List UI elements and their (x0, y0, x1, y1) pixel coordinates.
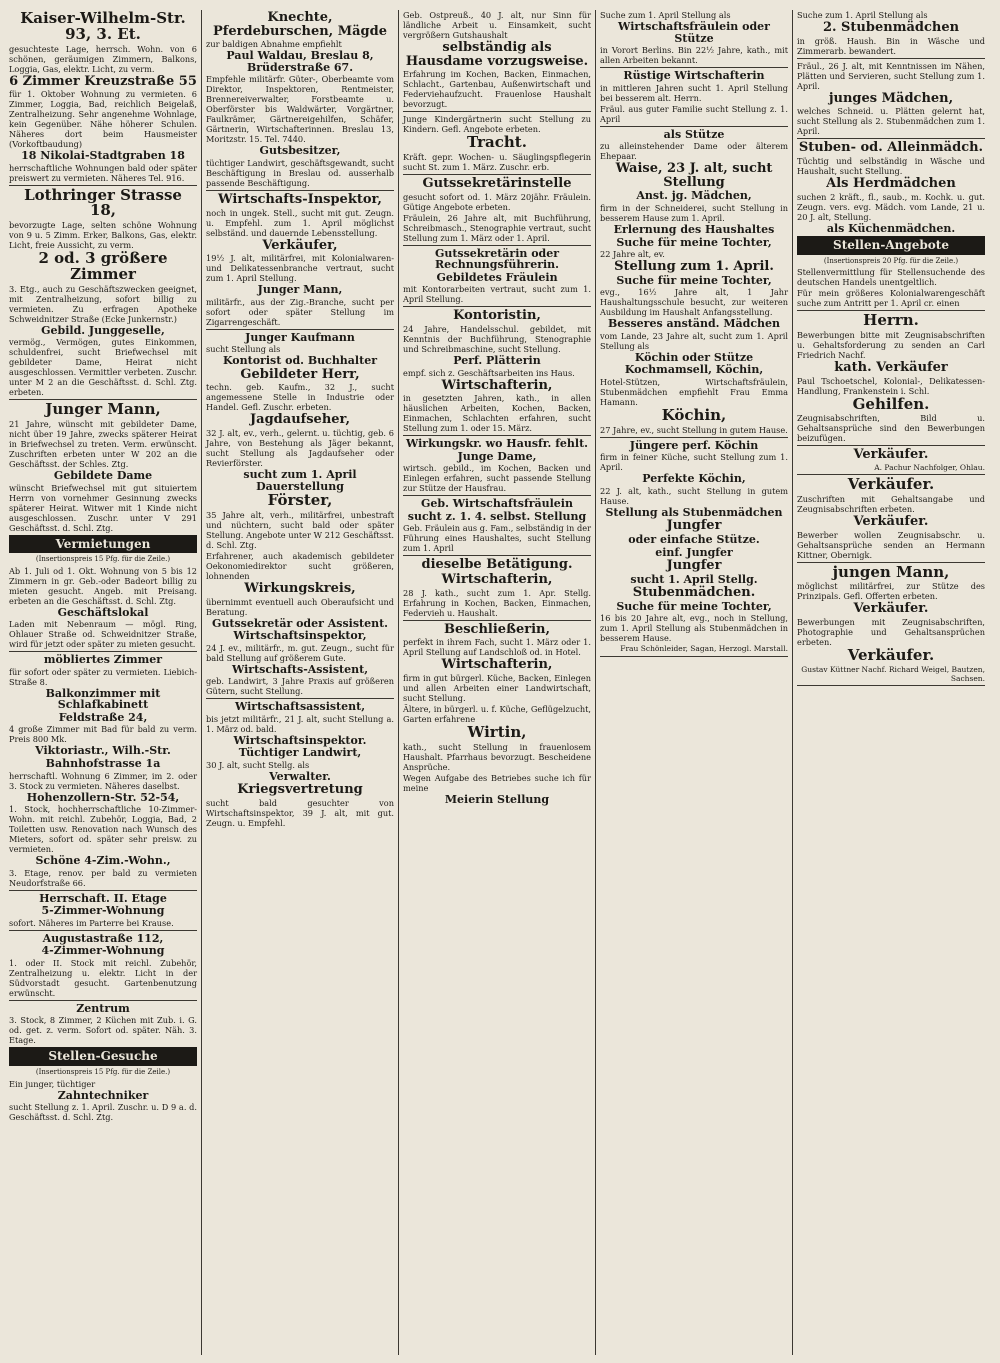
ad-text: Bewerbungen bitte mit Zeugnisabschriften u. Gehaltsforderung zu senden an Carl Friedrich Nachf. (797, 330, 985, 361)
ad-separator (9, 890, 197, 891)
ad-text: Wegen Aufgabe des Betriebes suche ich für meine (403, 772, 591, 793)
ad-text: herrschaftl. Wohnung 6 Zimmer, im 2. oder 3. Stock zu vermieten. Näheres daselbst. (9, 770, 197, 791)
ad-text: mit Kontorarbeiten vertraut, sucht zum 1. April Stellung. (403, 284, 591, 305)
ad-heading: Besseres anständ. Mädchen (607, 317, 781, 331)
ad-heading: Verkäufer. (847, 645, 935, 664)
ad-separator (403, 174, 591, 175)
ad-heading: junges Mädchen, (828, 90, 954, 106)
ad-text: 4 große Zimmer mit Bad für bald zu verm. Preis 800 Mk. (9, 724, 197, 745)
ad-heading: Wirtschaftsassistent, (234, 700, 366, 714)
ad-text: 3. Stock, 8 Zimmer, 2 Küchen mit Zub. i. G. od. get. z. verm. Sofort od. später. Näh. 3. Etage. (9, 1015, 197, 1046)
ad-heading: Wirkungskr. wo Hausfr. fehlt. (405, 437, 589, 451)
ad-heading: Perfekte Köchin, (642, 472, 746, 486)
ad-heading: Verkäufer. (853, 601, 929, 617)
ad-heading: Zentrum (76, 1001, 130, 1015)
ad-text: evg., 16½ Jahre alt, 1 Jahr Haushaltungsschule besucht, zur weiteren Ausbildung im Haushalt Anfangsstellung. (600, 287, 788, 318)
ad-separator (403, 620, 591, 621)
ad-heading: Jagdaufseher, (250, 412, 350, 428)
price-note: (Insertionspreis 20 Pfg. für die Zeile.) (823, 256, 959, 265)
ad-text: sofort. Näheres im Parterre bei Krause. (9, 917, 174, 928)
ad-heading: oder einfache Stütze. (628, 532, 760, 546)
ad-signature: Frau Schönleider, Sagan, Herzogl. Marstall. (620, 644, 788, 654)
ad-heading: Wirtschafts-Inspektor, (218, 191, 382, 207)
ad-heading: Als Herdmädchen (826, 175, 956, 191)
ad-heading: Gebildeter Herr, (240, 366, 360, 382)
ad-heading: Kochmamsell, Köchin, (624, 363, 764, 377)
ad-heading: Gutsbesitzer, (259, 144, 341, 158)
ad-separator (797, 445, 985, 446)
ad-heading: Suche für meine Tochter, (616, 273, 772, 287)
column-divider (201, 10, 202, 1355)
ad-heading: Stellung als Stubenmädchen (605, 505, 783, 519)
ad-text: Fräul. aus guter Familie sucht Stellung z. 1. April (600, 103, 788, 124)
ad-heading: möbliertes Zimmer (43, 653, 163, 667)
column-3 (400, 10, 594, 1355)
column-5 (794, 10, 988, 1355)
ad-heading: Balkonzimmer mit Schlafkabinett (45, 686, 161, 712)
ad-text: Erfahrener, auch akademisch gebildeter Oekonomiedirektor sucht größeren, lohnenden (206, 550, 394, 581)
ad-text: Zuschriften mit Gehaltsangabe und Zeugnisabschriften erbeten. (797, 493, 985, 514)
ad-text: Kräft. gepr. Wochen- u. Säuglingspflegerin sucht St. zum 1. März. Zuschr. erb. (403, 152, 591, 173)
ad-text: 28 J. kath., sucht zum 1. Apr. Stellg. Erfahrung in Kochen, Backen, Einmachen, Federvieh u. Haushalt. (403, 587, 591, 618)
ad-heading: Augustastraße 112, (42, 931, 164, 945)
section-heading: Stellen-Gesuche (9, 1047, 197, 1066)
ad-heading: Waise, 23 J. alt, sucht Stellung (615, 161, 773, 190)
ad-text: zu alleinstehender Dame oder älterem Ehepaar. (600, 141, 788, 162)
ad-text: 3. Etg., auch zu Geschäftszwecken geeignet, mit Zentralheizung, sofort billig zu vermieten. Zu erfragen Apotheke Schweidnitzer Straße (Ecke Junkernstr.) (9, 283, 197, 324)
ad-heading: Suche für meine Tochter, (616, 235, 772, 249)
ad-heading: Förster, (267, 491, 333, 510)
ad-heading: Jüngere perf. Köchin (629, 438, 759, 452)
ad-heading: 5-Zimmer-Wohnung (41, 904, 165, 918)
ad-heading: Wirtschafts-Assistent, (231, 662, 369, 676)
ad-text: firm in der Schneiderei, sucht Stellung in besserem Hause zum 1. April. (600, 203, 788, 224)
ad-heading: Wirtschaftsfräulein oder Stütze (618, 20, 770, 45)
ad-heading: Hohenzollern-Str. 52-54, (26, 790, 180, 804)
ad-text: 32 J. alt, ev., verh., gelernt. u. tüchtig, geb. 6 Jahre, von Bestehung als Jäger bekannt, sucht Stellung als Jagdaufseher oder Revierförster. (206, 428, 394, 469)
ad-heading: Zahntechniker (57, 1088, 149, 1102)
ad-heading: Kontoristin, (453, 308, 541, 324)
ad-text: 16 bis 20 Jahre alt, evg., noch in Stellung, zum 1. April Stellung als Stubenmädchen in besserem Hause. (600, 613, 788, 644)
ad-text: Bewerbungen mit Zeugnisabschriften, Photographie und Gehaltsansprüchen erbeten. (797, 616, 985, 647)
column-divider (595, 10, 596, 1355)
ad-heading: Wirtschafterin, (441, 377, 553, 393)
ad-heading: Köchin, (661, 405, 727, 424)
ad-text: Ab 1. Juli od 1. Okt. Wohnung von 5 bis 12 Zimmern in gr. Geb.-oder Badeort billig zu mieten gesucht. Angeb. mit Preisang. erbeten an die Geschäftsst. d. Schl. Ztg. (9, 565, 197, 606)
ad-separator (600, 126, 788, 127)
ad-separator (797, 58, 985, 59)
ad-text: gesucht sofort od. 1. März 20jähr. Fräulein. Gütige Angebote erbeten. (403, 191, 591, 212)
ad-heading: Herrschaft. II. Etage (39, 891, 167, 905)
ad-heading: sucht z. 1. 4. selbst. Stellung (407, 509, 587, 523)
ad-text: firm in gut bürgerl. Küche, Backen, Einlegen und allen Arbeiten einer Landwirtschaft, sucht Stellung. (403, 672, 591, 703)
ad-signature: Gustav Küttner Nachf. Richard Weigel, Bautzen, Sachsen. (801, 664, 985, 683)
ad-heading: Kaiser-Wilhelm-Str. 93, 3. Et. (20, 10, 186, 43)
column-1 (6, 10, 200, 1355)
ad-text: Für mein größeres Kolonialwarengeschäft suche zum Antritt per 1. April cr. einen (797, 288, 985, 309)
ad-heading: Erlernung des Haushaltes (613, 223, 775, 237)
ad-text: 19½ J. alt, militärfrei, mit Kolonialwaren- und Delikatessenbranche vertraut, sucht zum 1. April Stellung. (206, 253, 394, 284)
ad-heading: Knechte, Pferdeburschen, Mägde (213, 10, 387, 39)
ad-heading: selbständig als Hausdame vorzugsweise. (405, 40, 589, 69)
ad-heading: Beschließerin, (443, 621, 550, 637)
ad-text: Hotel-Stützen, Wirtschaftsfräulein, Stubenmädchen empfiehlt Frau Emma Hamann. (600, 376, 788, 407)
ad-separator (797, 685, 985, 686)
ad-text: Ein junger, tüchtiger (9, 1078, 96, 1089)
ad-text: Erfahrung im Kochen, Backen, Einmachen, Schlacht., Gartenbau, Außenwirtschaft und Federviehaufzucht. Frauenlose Haushalt bevorzugt. (403, 69, 591, 110)
ad-text: Empfehle militärfr. Güter-, Oberbeamte vom Direktor, Inspektoren, Rentmeister, Brennereiverwalter, Forstbeamte u. Oberförster bis Waldwärter, Vorgärtner, Faulkrämer, Gärtnereigehilfen, Schäfer, Gärtnerin, Wirtschafterinnen. Breslau 13, Moritzstr. 15. Tel. 7440. (206, 74, 394, 145)
ad-text: in größ. Haush. Bin in Wäsche und Zimmerarb. bewandert. (797, 35, 985, 56)
ad-separator (797, 138, 985, 139)
ad-separator (600, 656, 788, 657)
ad-heading: Verkäufer. (853, 513, 929, 529)
ad-text: perfekt in ihrem Fach, sucht 1. März oder 1. April Stellung auf Landschloß od. in Hotel. (403, 637, 591, 658)
ad-text: Ältere, in bürgerl. u. f. Küche, Geflügelzucht, Garten erfahrene (403, 703, 591, 724)
ad-heading: Jungfer (666, 518, 722, 534)
ad-heading: 18 Nikolai-Stadtgraben 18 (21, 149, 185, 163)
ad-text: bevorzugte Lage, selten schöne Wohnung von 9 u. 5 Zimm. Erker, Balkons, Gas, elektr. Licht, freie Aussicht, zu verm. (9, 220, 197, 251)
ad-text: möglichst militärfrei, zur Stütze des Prinzipals. Gefl. Offerten erbeten. (797, 581, 985, 602)
ad-separator (206, 329, 394, 330)
ad-heading: Verkäufer, (262, 237, 338, 253)
ad-text: 22 Jahre alt, ev. (600, 249, 665, 260)
ad-heading: Suche für meine Tochter, (616, 599, 772, 613)
ad-heading: Paul Waldau, Breslau 8, Brüderstraße 67. (226, 49, 374, 74)
ad-heading: Gebild. Junggeselle, (41, 323, 165, 337)
ad-text: 1. oder II. Stock mit reichl. Zubehör, Zentralheizung u. elektr. Licht in der Südvorstadt gesucht. Gartenbenutzung erwünscht. (9, 957, 197, 998)
ad-heading: als Stütze (663, 127, 725, 141)
ad-heading: sucht zum 1. April Dauerstellung (243, 468, 357, 493)
ad-text: Geb. Fräulein aus g. Fam., selbständig in der Führung eines Haushaltes, sucht Stellung zum 1. April (403, 523, 591, 554)
ad-separator (9, 930, 197, 931)
ad-text: in mittleren Jahren sucht 1. April Stellung bei besserem alt. Herrn. (600, 82, 788, 103)
ad-separator (403, 245, 591, 246)
ad-text: herrschaftliche Wohnungen bald oder später preiswert zu vermieten. Näheres Tel. 916. (9, 162, 197, 183)
ad-text: Paul Tschoetschel, Kolonial-, Delikatessen-Handlung, Frankenstein i. Schl. (797, 375, 985, 396)
column-4 (597, 10, 791, 1355)
ad-heading: Geschäftslokal (57, 605, 149, 619)
ad-heading: dieselbe Betätigung. (421, 557, 573, 573)
ad-heading: Gutssekretär oder Assistent. (211, 616, 389, 630)
ad-text: Fräul., 26 J. alt, mit Kenntnissen im Nähen, Plätten und Servieren, sucht Stellung zum 1. April. (797, 60, 985, 91)
ad-heading: Junger Kaufmann (245, 330, 355, 344)
ad-text: vermög., Vermögen, gutes Einkommen, schuldenfrei, sucht Briefwechsel mit gebildeter Dame, Heirat nicht ausgeschlossen. Vermittler verbeten. Zuschr. unter M 2 an die Geschäftsst. d. Schl. Ztg. erbeten. (9, 337, 197, 398)
ad-text: wünscht Briefwechsel mit gut situiertem Herrn von vornehmer Gesinnung zwecks späterer Heirat. Witwer mit 1 Kinde nicht ausgeschlossen. Zuschr. unter V 291 Geschäftsst. d. Schl. Ztg. (9, 482, 197, 533)
ad-heading: Wirtschafterin, (441, 571, 553, 587)
ad-text: sucht Stellung als (206, 344, 281, 355)
ad-heading: Gehilfen. (852, 394, 930, 413)
ad-heading: Köchin oder Stütze (634, 350, 754, 364)
ad-text: zur baldigen Abnahme empfiehlt (206, 39, 342, 50)
ad-text: Fräulein, 26 Jahre alt, mit Buchführung, Schreibmasch., Stenographie vertraut, sucht Stellung zum 1. März oder 1. April. (403, 212, 591, 243)
ad-heading: 2. Stubenmädchen (822, 20, 960, 35)
ad-separator (600, 437, 788, 438)
ad-text: Suche zum 1. April Stellung als (600, 10, 731, 20)
price-note: (Insertionspreis 15 Pfg. für die Zeile.) (35, 1067, 171, 1076)
ad-text: 22 J. alt, kath., sucht Stellung in gutem Hause. (600, 485, 788, 506)
ad-heading: Feldstraße 24, (58, 710, 148, 724)
ad-heading: jungen Mann, (832, 562, 950, 581)
ad-text: sucht Stellung z. 1. April. Zuschr. u. D 9 a. d. Geschäftsst. d. Schl. Ztg. (9, 1102, 197, 1123)
ad-separator (403, 111, 591, 112)
ad-text: Laden mit Nebenraum — mögl. Ring, Ohlauer Straße od. Schweidnitzer Straße, wird für jetzt oder später zu mieten gesucht. (9, 619, 197, 650)
ad-heading: Perf. Plätterin (453, 353, 541, 367)
ad-heading: Viktoriastr., Wilh.-Str. (35, 744, 171, 758)
ad-heading: Geb. Wirtschaftsfräulein (421, 497, 573, 511)
ad-text: wirtsch. gebild., im Kochen, Backen und Einlegen erfahren, sucht passende Stellung zur Stütze der Hausfrau. (403, 463, 591, 494)
ad-heading: kath. Verkäufer (834, 360, 948, 376)
price-note: (Insertionspreis 15 Pfg. für die Zeile.) (35, 555, 171, 564)
ad-text: 27 Jahre, ev., sucht Stellung in gutem Hause. (600, 424, 788, 435)
ad-heading: einf. Jungfer (655, 545, 733, 559)
ad-heading: Wirtschafterin, (441, 657, 553, 673)
ad-heading: Kriegsvertretung (237, 782, 363, 798)
ad-heading: Herrn. (863, 311, 919, 330)
ad-heading: 6 Zimmer Kreuzstraße 55 (9, 73, 197, 89)
ad-text: suchen 2 kräft., fl., saub., m. Kochk. u. gut. Zeugn. vers. evg. Mädch. vom Lande, 21 u. 20 J. alt, Stellung. (797, 191, 985, 222)
ad-text: vom Lande, 23 Jahre alt, sucht zum 1. April Stellung als (600, 330, 788, 351)
ad-text: empf. sich z. Geschäftsarbeiten ins Haus. (403, 367, 575, 378)
ad-heading: Stellung zum 1. April. (614, 259, 774, 275)
ad-separator (206, 698, 394, 699)
ad-heading: Wirtin, (467, 722, 527, 741)
ad-heading: Stuben- od. Alleinmädch. (798, 140, 984, 156)
ad-heading: sucht 1. April Stellg. (630, 572, 758, 586)
column-divider (398, 10, 399, 1355)
ad-separator (600, 67, 788, 68)
ad-heading: Kontorist od. Buchhalter (222, 354, 377, 368)
ad-heading: Verkäufer. (847, 475, 935, 494)
ad-separator (9, 1000, 197, 1001)
ad-text: gesuchteste Lage, herrsch. Wohn. von 6 schönen, geräumigen Zimmern, Balkons, Loggia, Gas, elektr. Licht, zu verm. (9, 43, 197, 74)
ad-text: 3. Etage, renov. per bald zu vermieten Neudorfstraße 66. (9, 867, 197, 888)
ad-text: kath., sucht Stellung in frauenlosem Haushalt. Pfarrhaus bevorzugt. Bescheidene Ansprüche. (403, 741, 591, 772)
ad-text: Junge Kindergärtnerin sucht Stellung zu Kindern. Gefl. Angebote erbeten. (403, 114, 591, 135)
ad-separator (403, 495, 591, 496)
ad-heading: Tüchtiger Landwirt, (238, 746, 362, 760)
ad-heading: Wirkungskreis, (244, 580, 356, 596)
ad-text: Tüchtig und selbständig in Wäsche und Haushalt, sucht Stellung. (797, 155, 985, 176)
ad-text: 21 Jahre, wünscht mit gebildeter Dame, nicht über 19 Jahre, zwecks späterer Heirat in Briefwechsel zu treten. Verm. erwünscht. Zuschriften erbeten unter W 202 an die Geschäftsst. der Schles. Ztg. (9, 418, 197, 469)
ad-heading: Wirtschaftsinspektor, (233, 629, 367, 643)
ad-heading: Lothringer Strasse 18, (24, 185, 182, 220)
ad-heading: Junger Mann, (45, 400, 161, 419)
ad-heading: Verkäufer. (853, 447, 929, 463)
ad-text: Stellenvermittlung für Stellensuchende des deutschen Handels unentgeltlich. (797, 267, 985, 288)
ad-signature: A. Pachur Nachfolger, Ohlau. (874, 463, 985, 473)
ad-text: für 1. Oktober Wohnung zu vermieten. 6 Zimmer, Loggia, Bad, reichlich Beigelaß, Zentralheizung. Sehr angenehme Wohnlage, kein Gegenüber. Nähe höherer Schulen. Näheres dort beim Hausmeister (Vorkoftbaudung) (9, 89, 197, 150)
ad-text: Suche zum 1. April Stellung als (797, 10, 928, 20)
column-divider (792, 10, 793, 1355)
ad-heading: Junge Dame, (457, 449, 537, 463)
ad-heading: Anst. jg. Mädchen, (636, 189, 752, 203)
ad-heading: Gebildete Dame (53, 468, 153, 482)
ad-heading: Gebildetes Fräulein (436, 270, 558, 284)
column-container (6, 10, 992, 1355)
ad-text: in Vorort Berlins. Bin 22½ Jahre, kath., mit allen Arbeiten bekannt. (600, 45, 788, 66)
ad-text: tüchtiger Landwirt, geschäftsgewandt, sucht Beschäftigung in Breslau od. ausserhalb passende Beschäftigung. (206, 157, 394, 188)
ad-heading: Tracht. (467, 133, 527, 152)
ad-text: Bewerber wollen Zeugnisabschr. u. Gehaltsansprüche senden an Hermann Kittner, Obernigk. (797, 529, 985, 560)
ad-separator (9, 651, 197, 652)
ad-text: geb. Landwirt, 3 Jahre Praxis auf größeren Gütern, sucht Stellung. (206, 676, 394, 697)
ad-text: 24 J. ev., militärfr., m. gut. Zeugn., sucht für bald Stellung auf größerem Gute. (206, 642, 394, 663)
ad-heading: Gutssekretärin oder Rechnungsführerin. (434, 246, 560, 272)
ad-heading: Wirtschaftsinspektor. (233, 733, 367, 747)
ad-heading: Rüstige Wirtschafterin (623, 69, 765, 83)
ad-text: techn. geb. Kaufm., 32 J., sucht angemessene Stelle in Industrie oder Handel. Gefl. Zuschr. erbeten. (206, 382, 394, 413)
ad-text: Zeugnisabschriften, Bild u. Gehaltsansprüche sind den Bewerbungen beizufügen. (797, 413, 985, 444)
ad-heading: Schöne 4-Zim.-Wohn., (35, 854, 171, 868)
ad-separator (403, 435, 591, 436)
section-heading: Vermietungen (9, 535, 197, 554)
ad-heading: Gutssekretärinstelle (422, 176, 572, 192)
ad-heading: Meierin Stellung (444, 792, 550, 806)
ad-heading: 2 od. 3 größere Zimmer (38, 249, 168, 283)
ad-separator (206, 190, 394, 191)
ad-heading: Jungfer (666, 558, 722, 574)
ad-text: 30 J. alt, sucht Stellg. als (206, 759, 310, 770)
ad-separator (403, 306, 591, 307)
ad-heading: Junger Mann, (257, 283, 343, 297)
ad-heading: Verwalter. (269, 769, 331, 783)
ad-text: sucht bald gesuchter von Wirtschaftsinspektor, 39 J. alt, mit gut. Zeugn. u. Empfehl. (206, 798, 394, 829)
ad-heading: als Küchenmädchen. (826, 221, 956, 235)
ad-text: in gesetzten Jahren, kath., in allen häuslichen Arbeiten, Kochen, Backen, Einmachen, Schlachten erfahren, sucht Stellung zum 1. oder 15. März. (403, 393, 591, 434)
ad-text: firm in feiner Küche, sucht Stellung zum 1. April. (600, 452, 788, 473)
ad-text: 35 Jahre alt, verh., militärfrei, unbestraft und nüchtern, sucht bald oder später Stellung. Angebote unter W 212 Geschäftsst. d. Schl. Ztg. (206, 509, 394, 550)
ad-text: militärfr., aus der Zig.-Branche, sucht per sofort oder später Stellung im Zigarrengeschäft. (206, 296, 394, 327)
ad-separator (403, 555, 591, 556)
column-2 (203, 10, 397, 1355)
ad-text: für sofort oder später zu vermieten. Liebich-Straße 8. (9, 666, 197, 687)
ad-heading: Stubenmädchen. (632, 585, 756, 601)
ad-text: welches Schneid. u. Plätten gelernt hat, sucht Stellung als 2. Stubenmädchen zum 1. April. (797, 106, 985, 137)
ad-heading: Bahnhofstrasse 1a (45, 756, 161, 770)
ad-text: übernimmt eventuell auch Oberaufsicht und Beratung. (206, 596, 394, 617)
section-heading: Stellen-Angebote (797, 236, 985, 255)
ad-heading: 4-Zimmer-Wohnung (41, 944, 165, 958)
ad-text: bis jetzt militärfr., 21 J. alt, sucht Stellung a. 1. März od. bald. (206, 713, 394, 734)
ad-text: Geb. Ostpreuß., 40 J. alt, nur Sinn für ländliche Arbeit u. Einsamkeit, sucht vergrößern Gutshaushalt (403, 10, 591, 40)
ad-text: 1. Stock, hochherrschaftliche 10-Zimmer-Wohn. mit reichl. Zubehör, Loggia, Bad, 2 Toiletten usw. Renovation nach Wunsch des Mieters, sofort od. später sehr preisw. zu vermieten. (9, 804, 197, 855)
ad-text: 24 Jahre, Handelsschul. gebildet, mit Kenntnis der Buchführung, Stenographie und Schreibmaschine, sucht Stellung. (403, 323, 591, 354)
ad-text: noch in ungek. Stell., sucht mit gut. Zeugn. u. Empfehl. zum 1. April möglichst selbständ. und dauernde Lebensstellung. (206, 207, 394, 238)
